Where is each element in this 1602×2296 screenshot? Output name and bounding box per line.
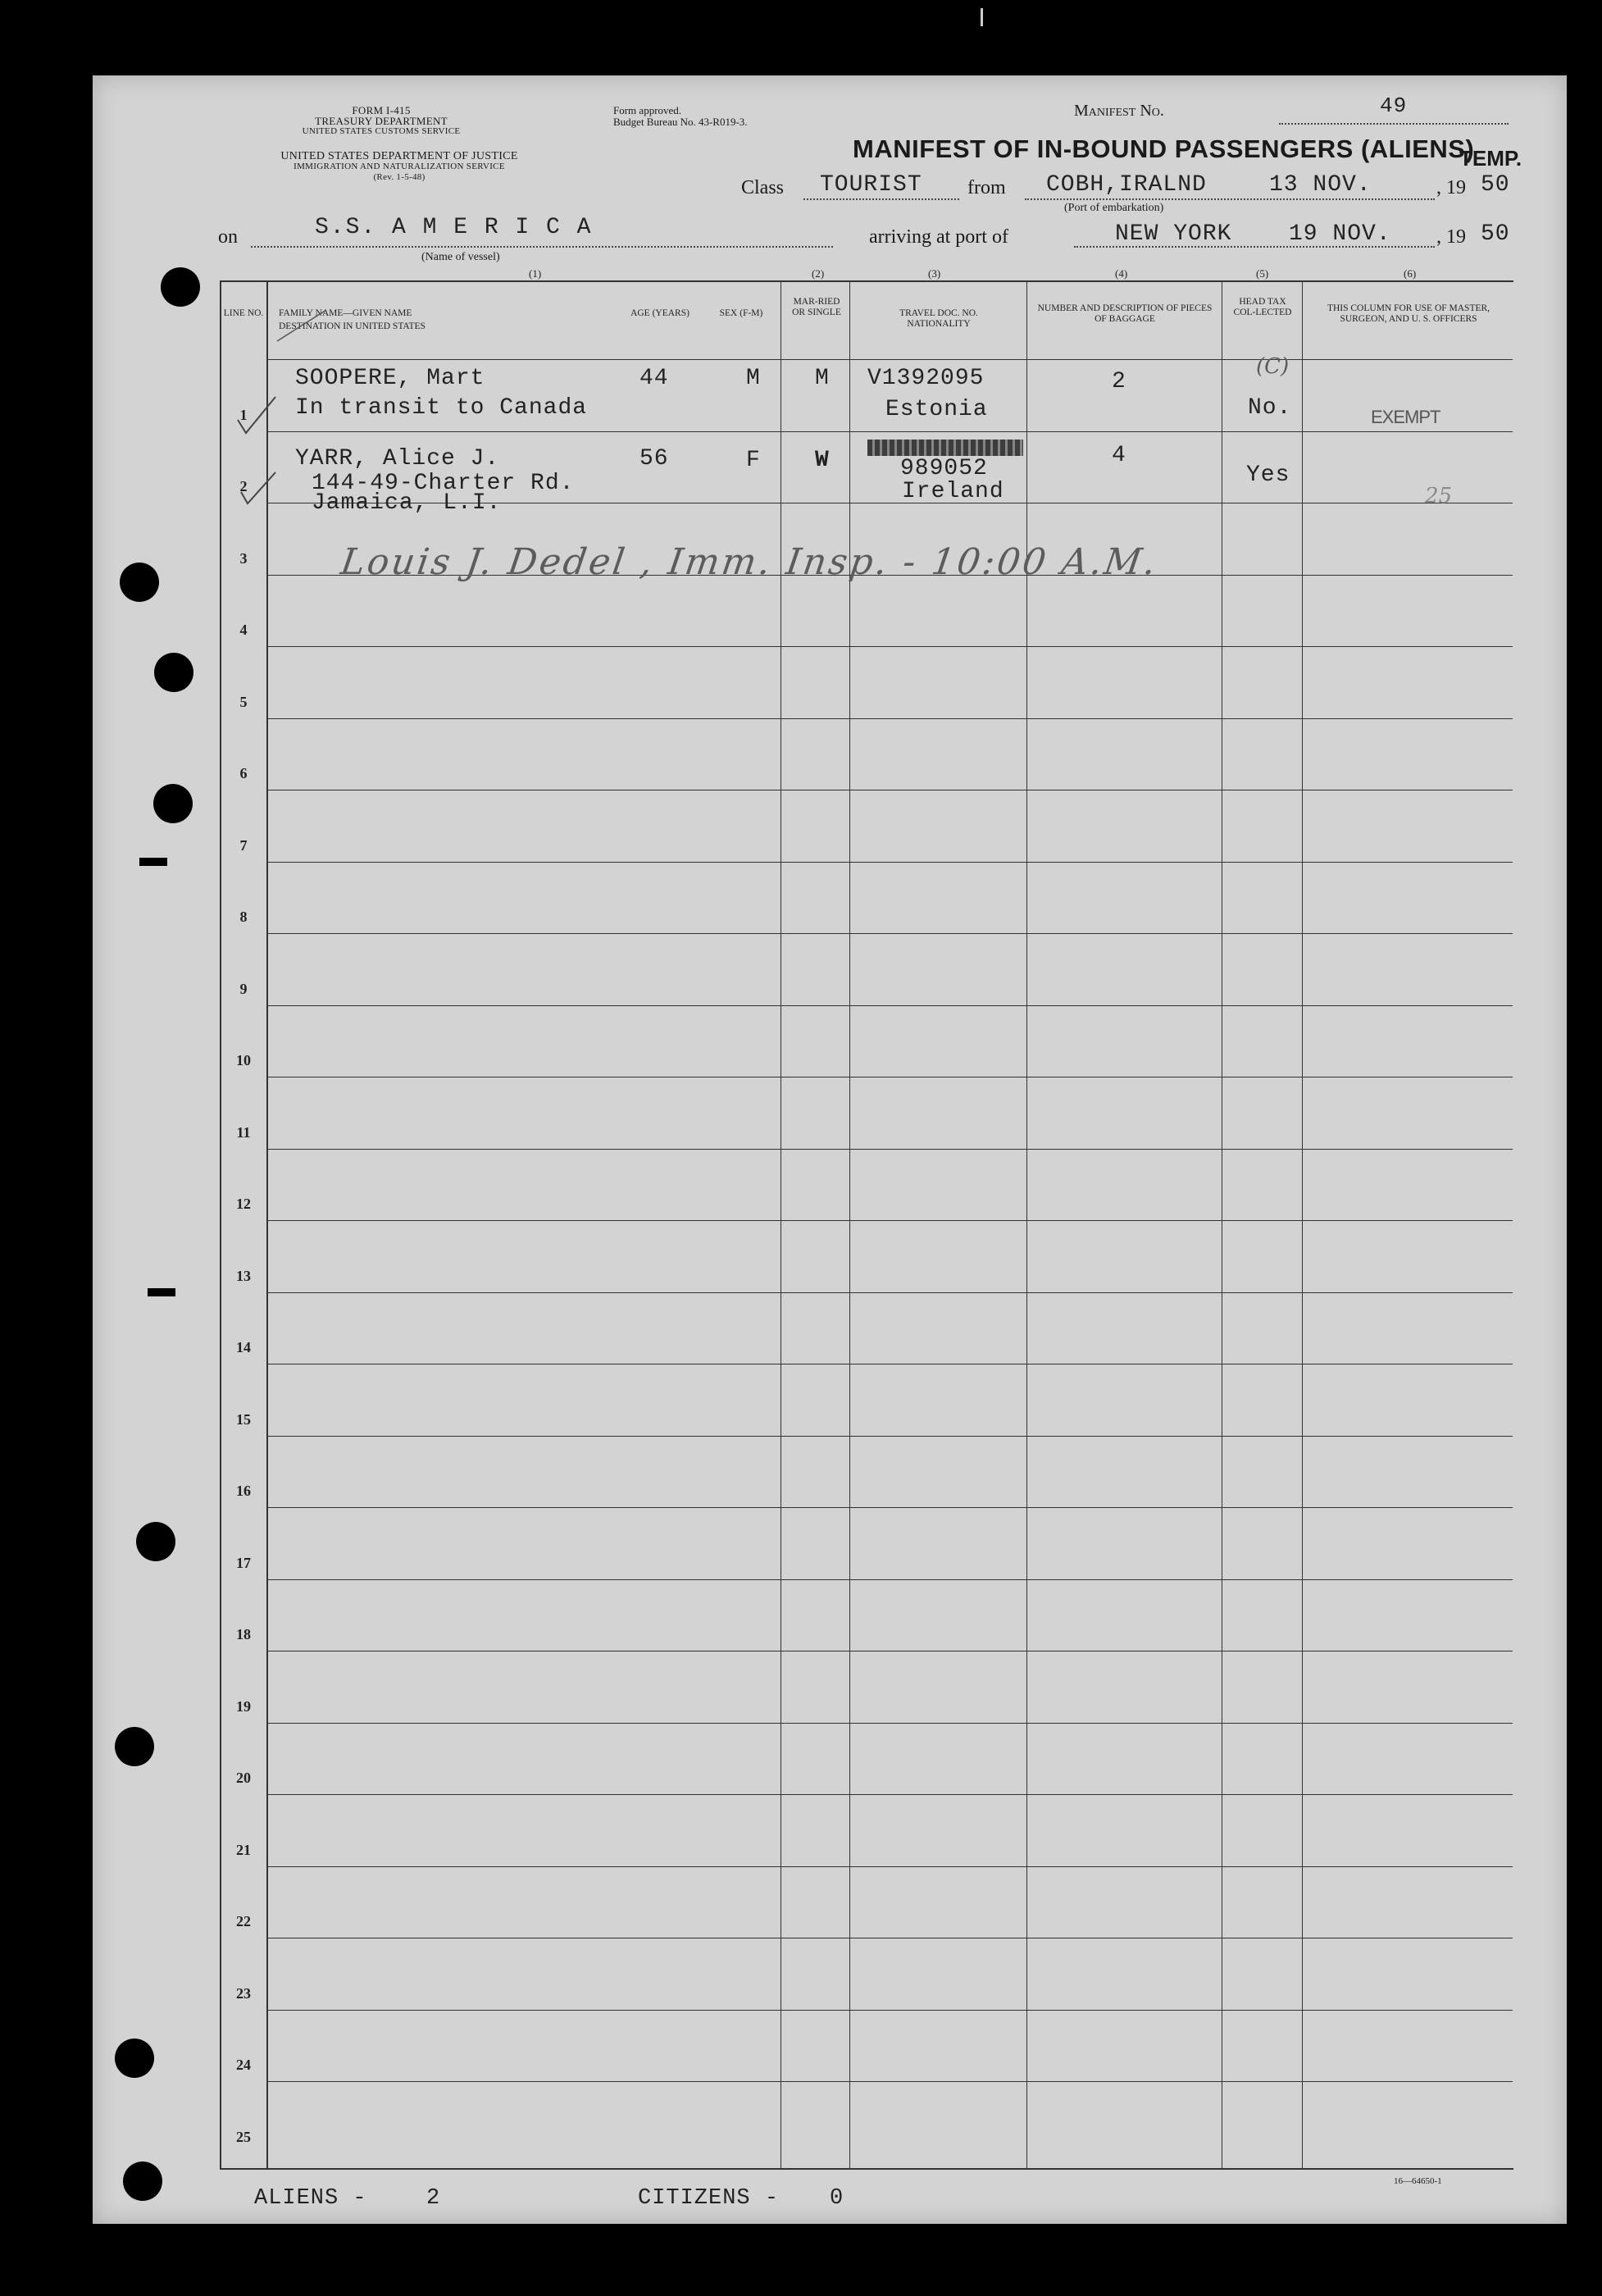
punch-mark bbox=[139, 858, 167, 866]
column-number: (5) bbox=[1256, 267, 1269, 280]
line-number: 13 bbox=[236, 1267, 251, 1284]
form-title: MANIFEST OF IN-BOUND PASSENGERS (ALIENS) bbox=[853, 134, 1475, 163]
passenger-destination: 144-49-Charter Rd. bbox=[312, 471, 575, 496]
passenger-sex: F bbox=[746, 448, 761, 473]
check-mark bbox=[238, 469, 287, 510]
vessel-name: S.S. A M E R I C A bbox=[315, 215, 593, 240]
line-number: 8 bbox=[239, 909, 248, 925]
treasury-department: TREASURY DEPARTMENT bbox=[315, 115, 448, 127]
row-rule bbox=[266, 862, 1513, 863]
row-rule bbox=[266, 718, 1513, 719]
rule bbox=[251, 246, 833, 248]
row-rule bbox=[266, 1005, 1513, 1006]
col-header-married: MAR-RIED OR SINGLE bbox=[792, 297, 841, 317]
port-embarkation-caption: (Port of embarkation) bbox=[1064, 202, 1164, 214]
column-rule bbox=[266, 280, 268, 2168]
row-rule bbox=[266, 1723, 1513, 1724]
col-header-name: FAMILY NAME—GIVEN NAME bbox=[279, 308, 412, 318]
passenger-nationality: Ireland bbox=[902, 479, 1004, 504]
col-header-line-no: LINE NO. bbox=[223, 308, 264, 318]
table-top-rule bbox=[220, 280, 1513, 282]
punch-hole bbox=[136, 1522, 175, 1561]
row-rule bbox=[266, 646, 1513, 647]
passenger-travel-doc: 989052 bbox=[900, 456, 988, 481]
arrival-port: NEW YORK bbox=[1115, 221, 1232, 247]
line-number: 15 bbox=[236, 1410, 251, 1428]
line-number: 20 bbox=[236, 1770, 251, 1786]
row-rule bbox=[266, 1292, 1513, 1293]
line-number: 12 bbox=[236, 1196, 251, 1212]
passenger-head-tax: No. bbox=[1248, 395, 1292, 421]
col-header-officers: THIS COLUMN FOR USE OF MASTER, SURGEON, AND U. S. OFFICERS bbox=[1327, 303, 1490, 324]
line-number: 7 bbox=[239, 836, 248, 854]
passenger-name: SOOPERE, Mart bbox=[295, 366, 485, 391]
arrival-date: 19 NOV. bbox=[1289, 221, 1391, 247]
row-rule bbox=[266, 933, 1513, 934]
punch-hole bbox=[161, 267, 200, 307]
col-header-destination: DESTINATION IN UNITED STATES bbox=[279, 321, 426, 331]
column-number: (3) bbox=[928, 267, 941, 280]
embarkation-port: COBH,IRALND bbox=[1046, 172, 1207, 198]
passenger-marital: W bbox=[815, 448, 830, 473]
inspector-signature: Louis J. Dedel , Imm. Insp. - 10:00 A.M. bbox=[338, 541, 1161, 583]
aliens-count: 2 bbox=[426, 2186, 441, 2211]
col-header-age: AGE (YEARS) bbox=[630, 308, 689, 318]
column-number: (2) bbox=[812, 267, 825, 280]
manifest-no-label: Manifest No. bbox=[1074, 102, 1164, 120]
table-left-rule bbox=[220, 280, 221, 2168]
row-rule bbox=[266, 1866, 1513, 1867]
struck-out-text bbox=[867, 440, 1023, 456]
line-number: 4 bbox=[239, 622, 248, 638]
line-number: 2 bbox=[239, 478, 248, 494]
punch-hole bbox=[153, 784, 193, 823]
citizens-label: CITIZENS - bbox=[638, 2186, 780, 2211]
line-number: 14 bbox=[236, 1339, 251, 1355]
row-rule bbox=[266, 2010, 1513, 2011]
pencil-stroke bbox=[274, 305, 331, 346]
class-label: Class bbox=[741, 177, 785, 198]
passenger-baggage: 2 bbox=[1112, 369, 1126, 394]
line-number: 1 bbox=[239, 406, 248, 423]
passenger-age: 56 bbox=[639, 446, 669, 472]
passenger-baggage: 4 bbox=[1112, 443, 1126, 468]
line-number: 19 bbox=[236, 1697, 251, 1715]
officer-note: 25 bbox=[1425, 484, 1453, 508]
punch-hole bbox=[115, 2039, 154, 2078]
form-approved-block bbox=[613, 105, 748, 128]
year-prefix: , 19 bbox=[1436, 177, 1466, 198]
line-number: 23 bbox=[236, 1984, 251, 2002]
row-rule bbox=[266, 1436, 1513, 1437]
row-rule bbox=[266, 431, 1513, 432]
check-mark bbox=[234, 392, 284, 441]
from-label: from bbox=[967, 177, 1006, 198]
form-header-left bbox=[246, 105, 517, 137]
temp-stamp: TEMP. bbox=[1459, 146, 1522, 171]
ins-service: IMMIGRATION AND NATURALIZATION SERVICE bbox=[294, 162, 505, 171]
row-rule bbox=[266, 2081, 1513, 2082]
departure-date: 13 NOV. bbox=[1269, 172, 1372, 198]
rule bbox=[1074, 246, 1435, 248]
punch-mark bbox=[148, 1288, 175, 1296]
row-rule bbox=[266, 1579, 1513, 1580]
year-value: 50 bbox=[1481, 172, 1510, 198]
budget-bureau: Budget Bureau No. 43-R019-3. bbox=[613, 116, 748, 128]
col-header-head-tax: HEAD TAX COL-LECTED bbox=[1233, 297, 1292, 317]
passenger-marital: M bbox=[815, 366, 830, 391]
line-number: 11 bbox=[236, 1123, 251, 1141]
col-header-sex: SEX (F-M) bbox=[719, 308, 763, 318]
vessel-caption: (Name of vessel) bbox=[421, 251, 500, 263]
row-rule bbox=[266, 1507, 1513, 1508]
line-number: 25 bbox=[236, 2128, 251, 2145]
form-approved: Form approved. bbox=[613, 104, 682, 116]
passenger-name: YARR, Alice J. bbox=[295, 446, 500, 472]
edge-mark bbox=[981, 8, 983, 26]
on-label: on bbox=[218, 226, 238, 248]
rule bbox=[803, 198, 959, 200]
punch-hole bbox=[120, 563, 159, 602]
line-number: 16 bbox=[236, 1483, 251, 1499]
customs-service: UNITED STATES CUSTOMS SERVICE bbox=[302, 126, 461, 136]
form-revision: (Rev. 1-5-48) bbox=[373, 172, 426, 182]
table-bottom-rule bbox=[220, 2168, 1513, 2170]
passenger-nationality: Estonia bbox=[885, 397, 988, 422]
passenger-sex: M bbox=[746, 366, 761, 391]
line-number: 22 bbox=[236, 1913, 251, 1929]
header-bottom-rule bbox=[266, 359, 1513, 360]
line-number: 3 bbox=[239, 549, 248, 567]
line-number: 5 bbox=[239, 693, 248, 710]
line-number: 18 bbox=[236, 1626, 251, 1642]
passenger-age: 44 bbox=[639, 366, 669, 391]
column-number: (1) bbox=[529, 267, 542, 280]
line-number: 17 bbox=[236, 1554, 251, 1571]
head-tax-note: (C) bbox=[1256, 354, 1290, 379]
column-number: (6) bbox=[1404, 267, 1417, 280]
year-prefix: , 19 bbox=[1436, 226, 1466, 248]
row-rule bbox=[266, 1149, 1513, 1150]
rule bbox=[1279, 123, 1509, 125]
punch-hole bbox=[154, 653, 193, 692]
justice-department: UNITED STATES DEPARTMENT OF JUSTICE bbox=[280, 150, 518, 162]
class-value: TOURIST bbox=[820, 172, 922, 198]
punch-hole bbox=[123, 2162, 162, 2201]
line-number: 10 bbox=[236, 1052, 251, 1068]
form-number: FORM I-415 bbox=[352, 104, 411, 116]
passenger-travel-doc: V1392095 bbox=[867, 366, 985, 391]
line-number: 24 bbox=[236, 2057, 251, 2073]
line-number: 9 bbox=[239, 980, 248, 997]
citizens-count: 0 bbox=[830, 2186, 844, 2211]
officer-note: EXEMPT bbox=[1371, 407, 1440, 427]
column-number: (4) bbox=[1115, 267, 1128, 280]
passenger-destination: In transit to Canada bbox=[295, 395, 588, 421]
year-value: 50 bbox=[1481, 221, 1510, 247]
row-rule bbox=[266, 1794, 1513, 1795]
passenger-head-tax: Yes bbox=[1246, 462, 1290, 488]
col-header-baggage: NUMBER AND DESCRIPTION OF PIECES OF BAGGAGE bbox=[1037, 303, 1213, 324]
line-number: 21 bbox=[236, 1841, 251, 1858]
passenger-destination-2: Jamaica, L.I. bbox=[312, 490, 502, 516]
arriving-label: arriving at port of bbox=[869, 226, 1008, 248]
manifest-no: 49 bbox=[1380, 93, 1408, 118]
row-rule bbox=[266, 1220, 1513, 1221]
justice-header bbox=[215, 151, 584, 183]
punch-hole bbox=[115, 1727, 154, 1766]
col-header-travel-doc: TRAVEL DOC. NO. NATIONALITY bbox=[899, 308, 978, 329]
column-rule bbox=[1302, 280, 1303, 2168]
line-number: 6 bbox=[239, 765, 248, 781]
form-code: 16—64650-1 bbox=[1394, 2176, 1442, 2186]
aliens-label: ALIENS - bbox=[254, 2186, 367, 2211]
rule bbox=[1025, 198, 1435, 200]
